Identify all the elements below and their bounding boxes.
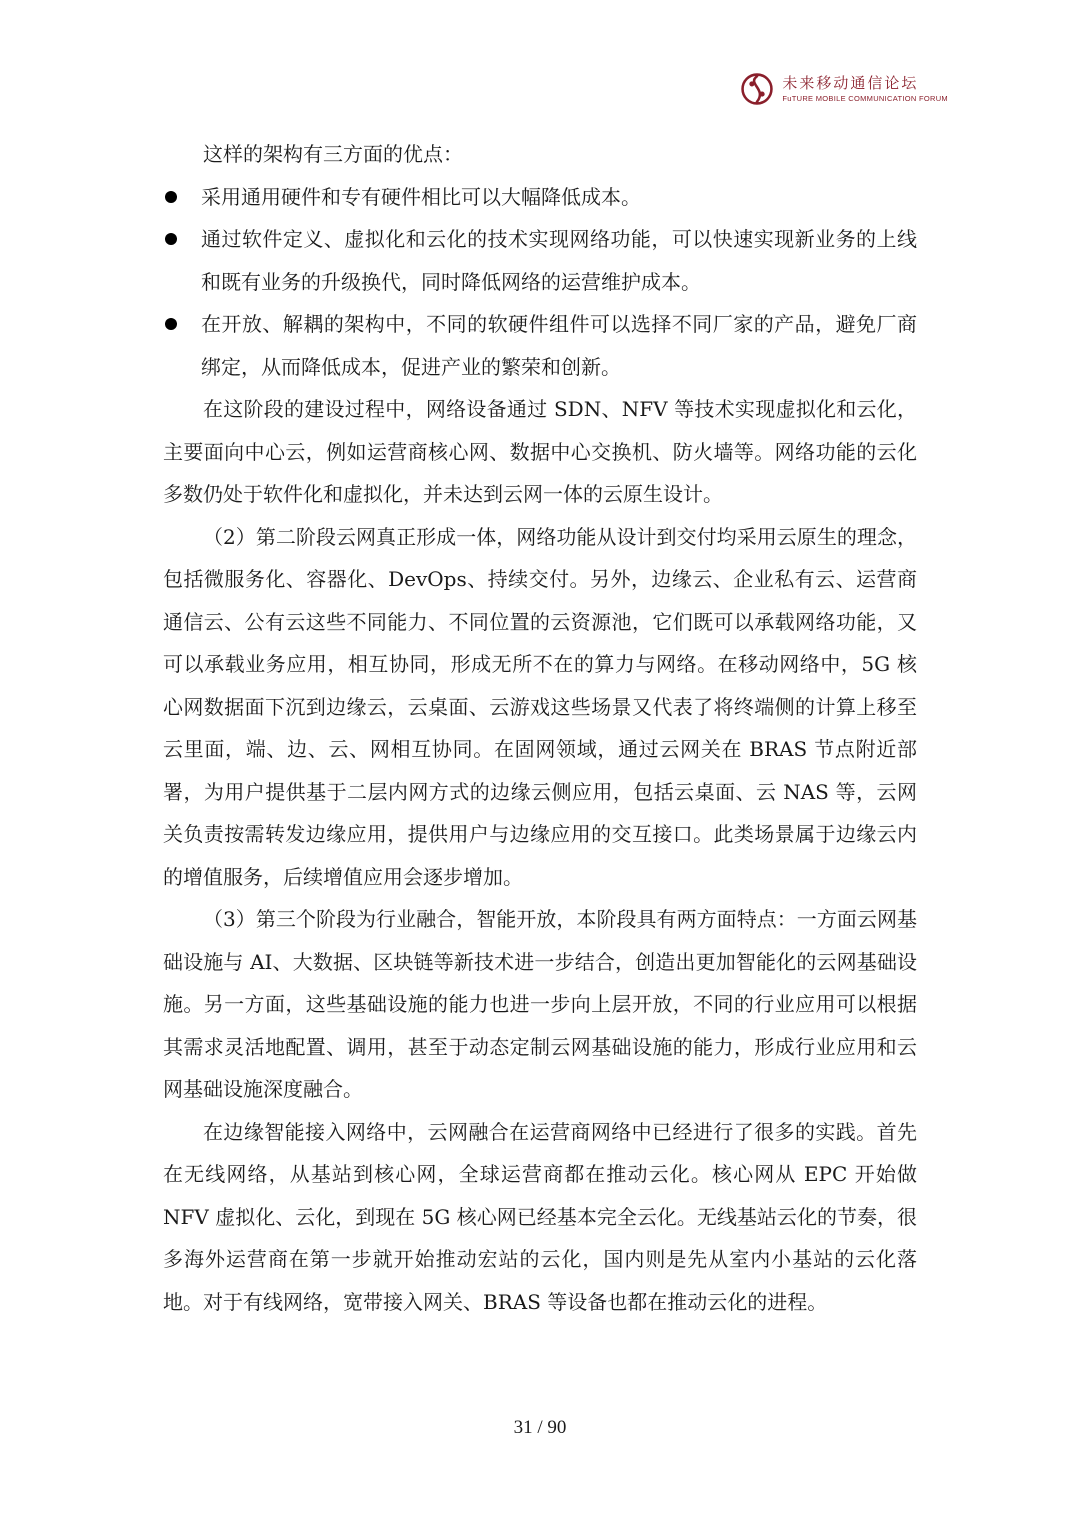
- header-logo: [740, 72, 948, 106]
- document-body: [163, 133, 917, 1323]
- logo-english-title: FuTURE MOBILE COMMUNICATION FORUM: [782, 93, 948, 103]
- bullet-dot-icon: [165, 191, 177, 203]
- bullet-item: [163, 176, 917, 219]
- body-paragraph: （3）第三个阶段为行业融合，智能开放，本阶段具有两方面特点：一方面云网基础设施与 AI、大数据、区块链等新技术进一步结合，创造出更加智能化的云网基础设施。另一方面，这些基础设施的能力也进一步向上层开放，不同的行业应用可以根据其需求灵活地配置、调用，甚至于动态定制云网基础设施的能力，形成行业应用和云网基础设施深度融合。: [163, 907, 917, 1101]
- bullet-item: [163, 303, 917, 388]
- logo-text: [782, 73, 948, 103]
- intro-paragraph: 这样的架构有三方面的优点：: [203, 142, 463, 166]
- forum-logo-icon: [740, 72, 774, 106]
- body-paragraph: 在边缘智能接入网络中，云网融合在运营商网络中已经进行了很多的实践。首先在无线网络，从基站到核心网，全球运营商都在推动云化。核心网从 EPC 开始做 NFV 虚拟化、云化，到现在 5G 核心网已经基本完全云化。无线基站云化的节奏，很多海外运营商在第一步就开始推动宏站的云化，国内则是先从室内小基站的云化落地。对于有线网络，宽带接入网关、BRAS 等设备也都在推动云化的进程。: [163, 1119, 917, 1314]
- bullet-item: [163, 218, 917, 303]
- bullet-text: 通过软件定义、虚拟化和云化的技术实现网络功能，可以快速实现新业务的上线和既有业务的升级换代，同时降低网络的运营维护成本。: [201, 227, 917, 294]
- page-number: 31 / 90: [513, 1417, 567, 1438]
- bullet-text: 采用通用硬件和专有硬件相比可以大幅降低成本。: [201, 184, 641, 209]
- bullet-dot-icon: [165, 318, 177, 330]
- bullet-text: 在开放、解耦的架构中，不同的软硬件组件可以选择不同厂家的产品，避免厂商绑定，从而降低成本，促进产业的繁荣和创新。: [201, 312, 917, 379]
- body-paragraph: 在这阶段的建设过程中，网络设备通过 SDN、NFV 等技术实现虚拟化和云化，主要面向中心云，例如运营商核心网、数据中心交换机、防火墙等。网络功能的云化多数仍处于软件化和虚拟化，并未达到云网一体的云原生设计。: [163, 397, 917, 506]
- logo-chinese-title: 未来移动通信论坛: [782, 73, 919, 92]
- body-paragraph: （2）第二阶段云网真正形成一体，网络功能从设计到交付均采用云原生的理念，包括微服务化、容器化、DevOps、持续交付。另外，边缘云、企业私有云、运营商通信云、公有云这些不同能力、不同位置的云资源池，它们既可以承载网络功能，又可以承载业务应用，相互协同，形成无所不在的算力与网络。在移动网络中，5G 核心网数据面下沉到边缘云，云桌面、云游戏这些场景又代表了将终端侧的计算上移至云里面，端、边、云、网相互协同。在固网领域，通过云网关在 BRAS 节点附近部署，为用户提供基于二层内网方式的边缘云侧应用，包括云桌面、云 NAS 等，云网关负责按需转发边缘应用，提供用户与边缘应用的交互接口。此类场景属于边缘云内的增值服务，后续增值应用会逐步增加。: [163, 524, 917, 889]
- bullet-dot-icon: [165, 233, 177, 245]
